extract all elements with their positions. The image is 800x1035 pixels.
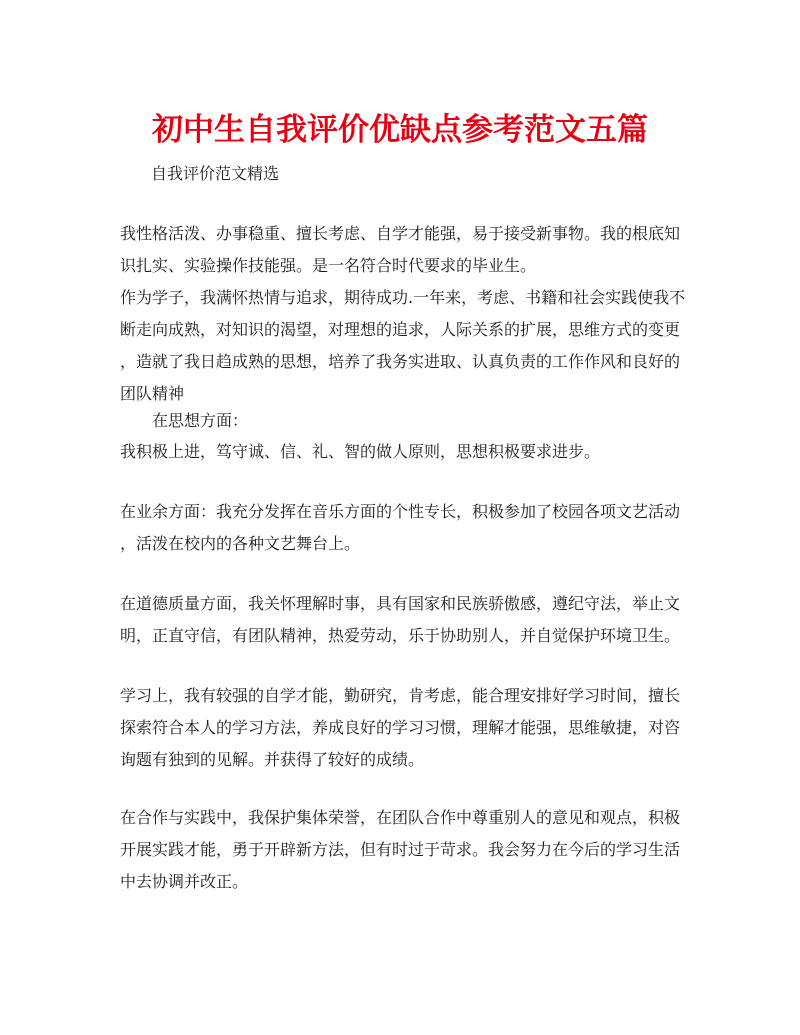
paragraph-line: 识扎实、实验操作技能强。是一名符合时代要求的毕业生。 [120,256,537,275]
section-heading: 在思想方面： [152,411,249,430]
paragraph-line: 在业余方面：我充分发挥在音乐方面的个性专长，积极参加了校园各项文艺活动 [120,502,681,521]
paragraph-line: 开展实践才能，勇于开辟新方法，但有时过于苛求。我会努力在今后的学习生活 [120,840,681,859]
paragraph-line: 在道德质量方面，我关怀理解时事，具有国家和民族骄傲感，遵纪守法，举止文 [120,594,681,613]
paragraph-line: 我性格活泼、办事稳重、擅长考虑、自学才能强，易于接受新事物。我的根底知 [120,224,681,243]
paragraph-extracurricular [120,496,686,560]
paragraph-line: 询题有独到的见解。并获得了较好的成绩。 [120,750,425,769]
paragraph-study [120,680,686,776]
paragraph-line: 明，正直守信，有团队精神，热爱劳动，乐于协助别人，并自觉保护环境卫生。 [120,626,681,645]
paragraph-line: ，活泼在校内的各种文艺舞台上。 [120,534,361,553]
paragraph-student-growth [120,282,686,410]
paragraph-thought-heading [120,405,686,437]
paragraph-line: 团队精神 [120,384,185,403]
paragraph-line: 中去协调并改正。 [120,872,249,891]
paragraph-line: 在合作与实践中，我保护集体荣誉，在团队合作中尊重别人的意见和观点，积极 [120,808,681,827]
paragraph-line: ，造就了我日趋成熟的思想，培养了我务实进取、认真负责的工作作风和良好的 [120,352,681,371]
document-subtitle: 自我评价范文精选 [151,164,280,183]
paragraph-line: 作为学子，我满怀热情与追求，期待成功.一年来，考虑、书籍和社会实践使我不 [120,288,686,307]
paragraph-line: 探索符合本人的学习方法，养成良好的学习习惯，理解才能强，思维敏捷，对咨 [120,718,681,737]
paragraph-line: 我积极上进，笃守诚、信、礼、智的做人原则，思想积极要求进步。 [120,442,601,461]
paragraph-line: 断走向成熟，对知识的渴望，对理想的追求，人际关系的扩展，思维方式的变更 [120,320,681,339]
paragraph-morality [120,588,686,652]
paragraph-thought [120,436,686,468]
paragraph-line: 学习上，我有较强的自学才能，勤研究，肯考虑，能合理安排好学习时间，擅长 [120,686,681,705]
document-title: 初中生自我评价优缺点参考范文五篇 [152,112,648,148]
paragraph-cooperation [120,802,686,898]
paragraph-personality [120,218,686,282]
